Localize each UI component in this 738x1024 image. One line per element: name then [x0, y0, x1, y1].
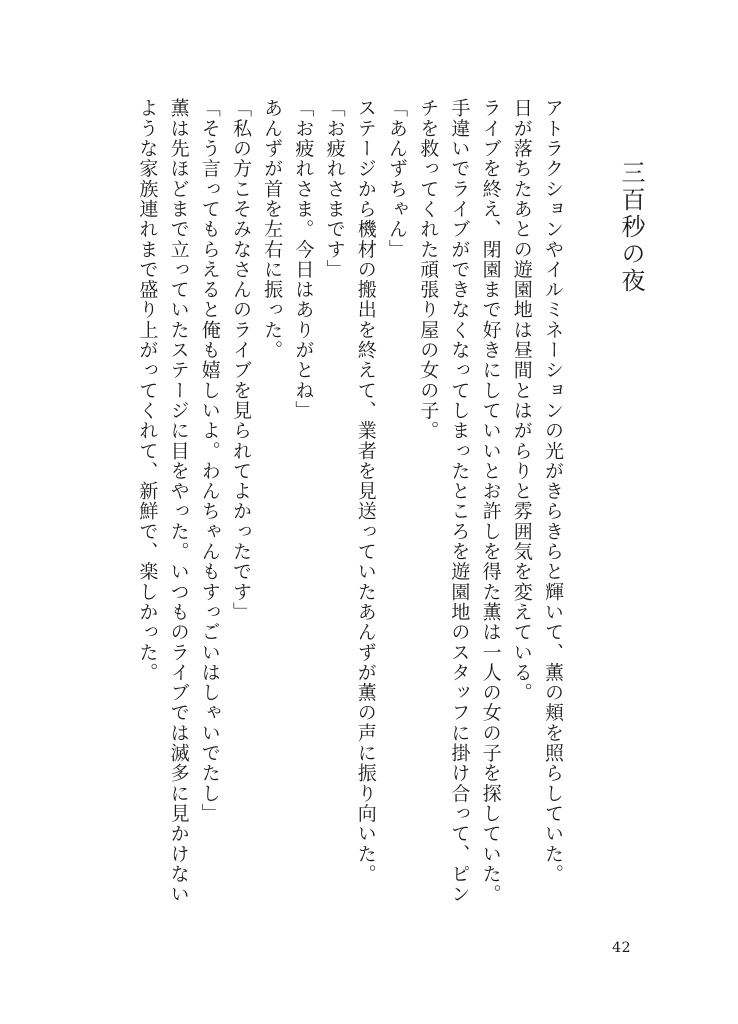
paragraph: ライブを終え、閉園まで好きにしていいとお許しを得た薫は一人の女の子を探していた。手違いでライブができなくなってしまったところを遊園地のスタッフに掛け合って、ピンチを救ってくれた頑張り屋の女の子。 [417, 98, 502, 904]
paragraph: 薫は先ほどまで立っていたステージに目をやった。いつものライブでは滅多に見かけないような家族連れまで盛り上がってくれて、新鮮で、楽しかった。 [136, 98, 190, 904]
paragraph: 日が落ちたあとの遊園地は昼間とはがらりと雰囲気を変えている。 [510, 98, 533, 703]
paragraph: 「お疲れさま。今日はありがとね」 [292, 98, 315, 421]
paragraph: 「お疲れさまです」 [323, 98, 346, 280]
chapter-title: 三百秒の夜 [617, 160, 645, 295]
paragraph: 「あんずちゃん」 [385, 98, 408, 260]
paragraph: あんずが首を左右に振った。 [261, 98, 284, 360]
paragraph: ステージから機材の搬出を終えて、業者を見送っていたあんずが薫の声に振り向いた。 [354, 98, 377, 884]
paragraph: 「私の方こそみなさんのライブを見られてよかったです」 [229, 98, 252, 622]
paragraph: 「そう言ってもらえると俺も嬉しいよ。わんちゃんもすっごいはしゃいでたし」 [198, 98, 221, 824]
body-text [131, 98, 568, 910]
paragraph: アトラクションやイルミネーションの光がきらきらと輝いて、薫の頬を照らしていた。 [542, 98, 564, 884]
page-number: 42 [612, 940, 631, 956]
